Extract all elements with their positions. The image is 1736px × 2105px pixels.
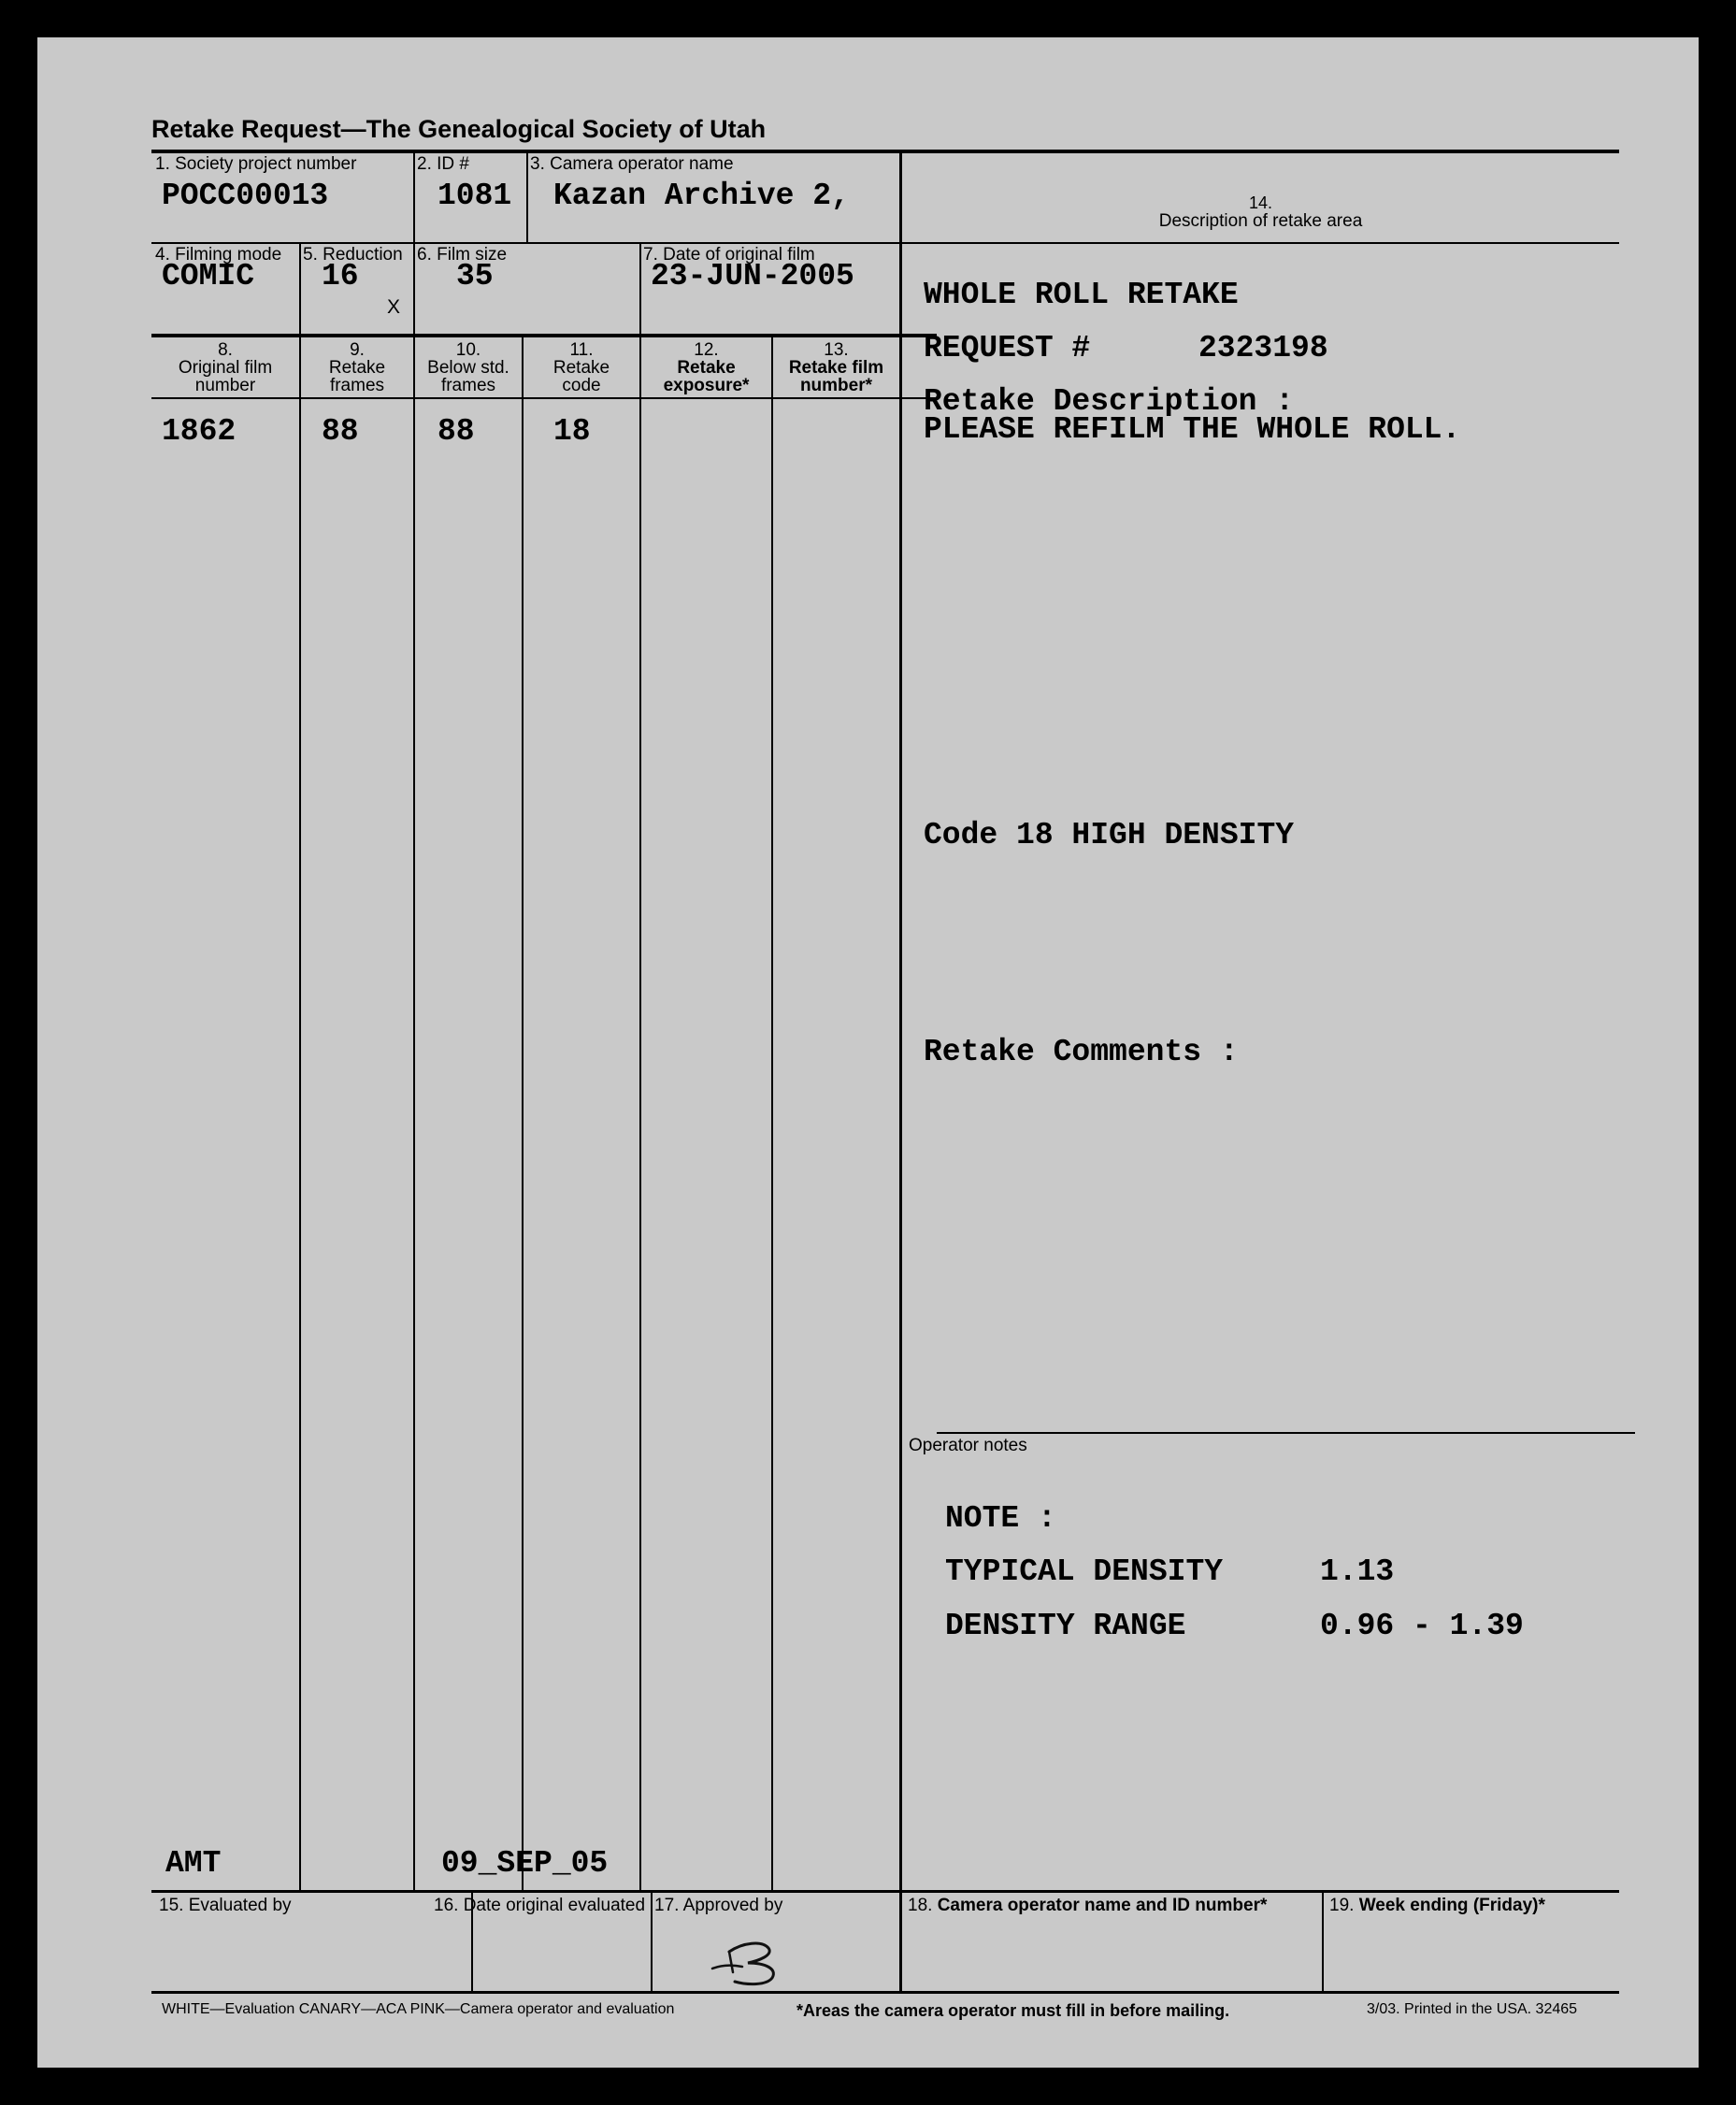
column-divider-10 (522, 337, 524, 1890)
value-evaluated-by: AMT (165, 1846, 222, 1881)
divider-4 (413, 244, 415, 334)
label-project-number: 1. Society project number (155, 154, 357, 174)
label-description-number: 14. (1248, 193, 1273, 212)
form-sheet (37, 37, 1699, 2068)
header-retake-exposure-line1: Retake (677, 358, 736, 378)
reduction-mark: X (387, 296, 401, 318)
description-line1: WHOLE ROLL RETAKE (924, 278, 1239, 312)
value-original-film-number: 1862 (162, 414, 237, 449)
value-date-evaluated: 09_SEP_05 (441, 1846, 609, 1881)
value-below-std-frames: 88 (438, 414, 475, 449)
approval-signature (692, 1935, 832, 1991)
label-approved-by: 17. Approved by (654, 1896, 783, 1915)
header-below-std-num: 10. (455, 340, 481, 360)
label-filming-mode: 4. Filming mode (155, 245, 282, 265)
divider-5 (639, 244, 641, 334)
column-divider-9 (413, 337, 415, 1890)
header-below-std-line1: Below std. (427, 358, 509, 378)
header-retake-code-num: 11. (569, 340, 594, 360)
rule-operator-notes (937, 1432, 1635, 1434)
label-camera-operator-id-text: Camera operator name and ID number* (937, 1896, 1268, 1915)
label-camera-operator-id (908, 1897, 1267, 1915)
divider-18-19 (1322, 1890, 1324, 1991)
main-divider (899, 153, 902, 1890)
header-below-std-line2: frames (440, 376, 496, 395)
rule-column-headers (151, 397, 937, 399)
value-project-number: POCC00013 (162, 179, 329, 213)
header-retake-exposure (641, 341, 771, 394)
description-request-number: 2323198 (1198, 331, 1328, 365)
rule-row1-left (151, 242, 937, 244)
header-retake-code-line2: code (562, 376, 601, 395)
divider-1 (413, 153, 415, 242)
label-week-ending-text: Week ending (Friday)* (1358, 1896, 1545, 1915)
label-week-ending (1329, 1897, 1545, 1915)
label-description: Description of retake area (1158, 211, 1363, 231)
header-original-film-line1: Original film (178, 358, 273, 378)
label-date-evaluated: 16. Date original evaluated (434, 1896, 646, 1915)
footer-copies: WHITE—Evaluation CANARY—ACA PINK—Camera operator and evaluation (162, 2001, 675, 2017)
rule-top (151, 150, 1619, 153)
label-evaluated-by: 15. Evaluated by (159, 1896, 292, 1915)
divider-16-17 (651, 1890, 653, 1991)
header-retake-film-number (773, 341, 899, 394)
value-date-original: 23-JUN-2005 (651, 259, 854, 294)
label-film-size: 6. Film size (417, 245, 508, 265)
header-retake-code (524, 341, 639, 394)
description-comments-label: Retake Comments : (924, 1035, 1239, 1069)
divider-17-18 (899, 1890, 902, 1991)
label-date-original: 7. Date of original film (643, 245, 815, 265)
value-retake-frames: 88 (322, 414, 359, 449)
description-retake-label: Retake Description : (924, 384, 1295, 419)
header-retake-frames-num: 9. (350, 340, 365, 360)
column-divider-8 (299, 337, 301, 1890)
header-retake-film-number-num: 13. (824, 340, 849, 360)
column-divider-11 (639, 337, 641, 1890)
header-original-film-line2: number (194, 376, 256, 395)
value-reduction: 16 (322, 259, 359, 294)
value-filming-mode: COMIC (162, 259, 255, 294)
notes-range-label: DENSITY RANGE (945, 1609, 1186, 1643)
header-retake-exposure-num: 12. (694, 340, 719, 360)
divider-2 (526, 153, 528, 242)
header-retake-code-line1: Retake (552, 358, 610, 378)
rule-footer (151, 1991, 1619, 1994)
notes-typical-label: TYPICAL DENSITY (945, 1554, 1224, 1589)
value-camera-operator: Kazan Archive 2, (553, 179, 850, 213)
label-camera-operator: 3. Camera operator name (530, 154, 734, 174)
header-original-film-num: 8. (218, 340, 233, 360)
notes-typical-value: 1.13 (1320, 1554, 1395, 1589)
rule-bottom-fields (151, 1890, 1619, 1893)
header-retake-frames-line2: frames (329, 376, 385, 395)
header-below-std (415, 341, 522, 394)
footer-printed: 3/03. Printed in the USA. 32465 (1367, 2001, 1578, 2017)
rule-row2 (151, 334, 937, 337)
header-retake-film-number-line1: Retake film (788, 358, 884, 378)
form-title: Retake Request—The Genealogical Society of Utah (151, 115, 767, 143)
notes-note-label: NOTE : (945, 1501, 1056, 1536)
description-retake-text: PLEASE REFILM THE WHOLE ROLL. (924, 412, 1461, 447)
label-camera-operator-id-num: 18. (908, 1896, 938, 1915)
label-reduction: 5. Reduction (303, 245, 403, 265)
label-week-ending-num: 19. (1329, 1896, 1359, 1915)
description-code-line: Code 18 HIGH DENSITY (924, 818, 1295, 852)
rule-description-header (937, 242, 1619, 244)
header-retake-frames (301, 341, 413, 394)
description-request-label: REQUEST # (924, 331, 1091, 365)
column-divider-12 (771, 337, 773, 1890)
divider-3 (299, 244, 301, 334)
notes-range-value: 0.96 - 1.39 (1320, 1609, 1524, 1643)
value-id: 1081 (438, 179, 512, 213)
header-retake-frames-line1: Retake (328, 358, 386, 378)
footer-notice: *Areas the camera operator must fill in before mailing. (796, 2001, 1230, 2020)
header-original-film (151, 341, 299, 394)
label-operator-notes: Operator notes (909, 1436, 1027, 1455)
header-retake-exposure-line2: exposure* (663, 376, 750, 395)
header-retake-film-number-line2: number* (799, 376, 873, 395)
value-retake-code: 18 (553, 414, 591, 449)
label-id: 2. ID # (417, 154, 469, 174)
value-film-size: 35 (456, 259, 494, 294)
